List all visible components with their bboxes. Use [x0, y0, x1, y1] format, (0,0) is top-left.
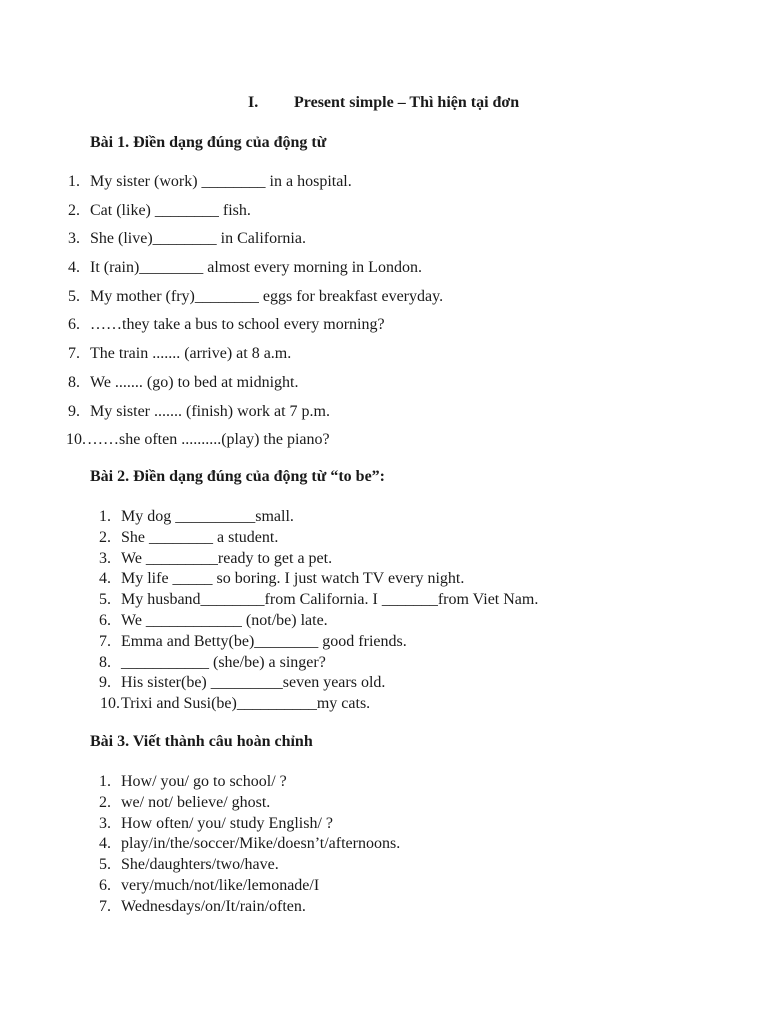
item-number: 3. — [99, 814, 111, 832]
item-text: My life _____ so boring. I just watch TV every night. — [121, 570, 465, 588]
list-item — [0, 673, 700, 694]
list-item — [0, 287, 700, 316]
list-item — [0, 590, 700, 611]
list-item — [0, 897, 700, 918]
item-number: 9. — [68, 402, 80, 420]
item-number: 4. — [99, 570, 111, 588]
item-number: 7. — [99, 632, 111, 650]
item-text: My mother (fry)________ eggs for breakfast everyday. — [90, 287, 444, 305]
list-item — [0, 834, 700, 855]
item-number: 10. — [66, 431, 86, 449]
item-text: ……she often ..........(play) the piano? — [87, 431, 330, 449]
list-item — [0, 569, 700, 590]
item-text: Trixi and Susi(be)__________my cats. — [121, 695, 371, 713]
item-text: Wednesdays/on/It/rain/often. — [121, 897, 306, 915]
item-number: 1. — [99, 508, 111, 525]
item-text: ……they take a bus to school every morning? — [90, 316, 385, 334]
list-item — [0, 430, 700, 459]
item-number: 1. — [99, 773, 111, 790]
item-text: we/ not/ believe/ ghost. — [121, 793, 271, 811]
list-item — [0, 549, 700, 570]
item-text: ___________ (she/be) a singer? — [121, 653, 326, 671]
item-number: 5. — [99, 591, 111, 609]
item-text: We ....... (go) to bed at midnight. — [90, 373, 299, 391]
exercise3-list — [0, 772, 700, 918]
list-item — [0, 793, 700, 814]
list-item — [0, 632, 700, 653]
list-item — [0, 772, 700, 793]
list-item — [0, 201, 700, 230]
item-number: 6. — [99, 876, 111, 894]
item-text: How/ you/ go to school/ ? — [121, 773, 287, 790]
list-item — [0, 528, 700, 549]
item-number: 6. — [68, 316, 80, 334]
list-item — [0, 611, 700, 632]
list-item — [0, 876, 700, 897]
item-text: She/daughters/two/have. — [121, 856, 279, 874]
item-text: Emma and Betty(be)________ good friends. — [121, 632, 407, 650]
heading-title: Present simple – Thì hiện tại đơn — [294, 94, 520, 111]
list-item — [0, 373, 700, 402]
item-number: 8. — [68, 373, 80, 391]
item-text: play/in/the/soccer/Mike/doesn’t/afternoons. — [121, 835, 401, 853]
item-number: 4. — [99, 835, 111, 853]
item-number: 6. — [99, 611, 111, 629]
item-text: We ____________ (not/be) late. — [121, 611, 328, 629]
exercise2-list — [0, 507, 700, 715]
item-number: 4. — [68, 259, 80, 277]
item-number: 2. — [99, 528, 111, 546]
item-text: My husband________from California. I _______from Viet Nam. — [121, 591, 539, 609]
item-text: My sister (work) ________ in a hospital. — [90, 173, 352, 190]
item-text: She (live)________ in California. — [90, 230, 306, 248]
item-text: It (rain)________ almost every morning in London. — [90, 259, 422, 277]
item-number: 5. — [68, 287, 80, 305]
item-text: His sister(be) _________seven years old. — [121, 674, 386, 692]
item-number: 2. — [68, 201, 80, 219]
item-text: very/much/not/like/lemonade/I — [121, 876, 320, 894]
exercise2-title: Bài 2. Điền dạng đúng của động từ “to be”: — [90, 468, 385, 485]
item-number: 9. — [99, 674, 111, 692]
item-number: 8. — [99, 653, 111, 671]
list-item — [0, 855, 700, 876]
list-item — [0, 507, 700, 528]
item-text: How often/ you/ study English/ ? — [121, 814, 333, 832]
item-number: 7. — [68, 345, 80, 363]
list-item — [0, 402, 700, 431]
item-text: The train ....... (arrive) at 8 a.m. — [90, 345, 292, 363]
heading-number: I. — [248, 94, 259, 111]
item-number: 3. — [99, 549, 111, 567]
exercise1-list — [0, 172, 700, 459]
item-text: Cat (like) ________ fish. — [90, 201, 251, 219]
list-item — [0, 258, 700, 287]
item-number: 3. — [68, 230, 80, 248]
list-item — [0, 694, 700, 715]
item-text: She ________ a student. — [121, 528, 279, 546]
list-item — [0, 653, 700, 674]
item-number: 10. — [100, 695, 120, 713]
list-item — [0, 229, 700, 258]
item-number: 5. — [99, 856, 111, 874]
list-item — [0, 814, 700, 835]
list-item — [0, 172, 700, 201]
item-number: 1. — [68, 173, 80, 190]
list-item — [0, 344, 700, 373]
item-text: We _________ready to get a pet. — [121, 549, 333, 567]
item-text: My sister ....... (finish) work at 7 p.m. — [90, 402, 330, 420]
item-number: 2. — [99, 793, 111, 811]
exercise1-title: Bài 1. Điền dạng đúng của động từ — [90, 134, 327, 151]
list-item — [0, 315, 700, 344]
item-number: 7. — [99, 897, 111, 915]
exercise3-title: Bài 3. Viết thành câu hoàn chỉnh — [90, 733, 313, 750]
item-text: My dog __________small. — [121, 508, 294, 525]
